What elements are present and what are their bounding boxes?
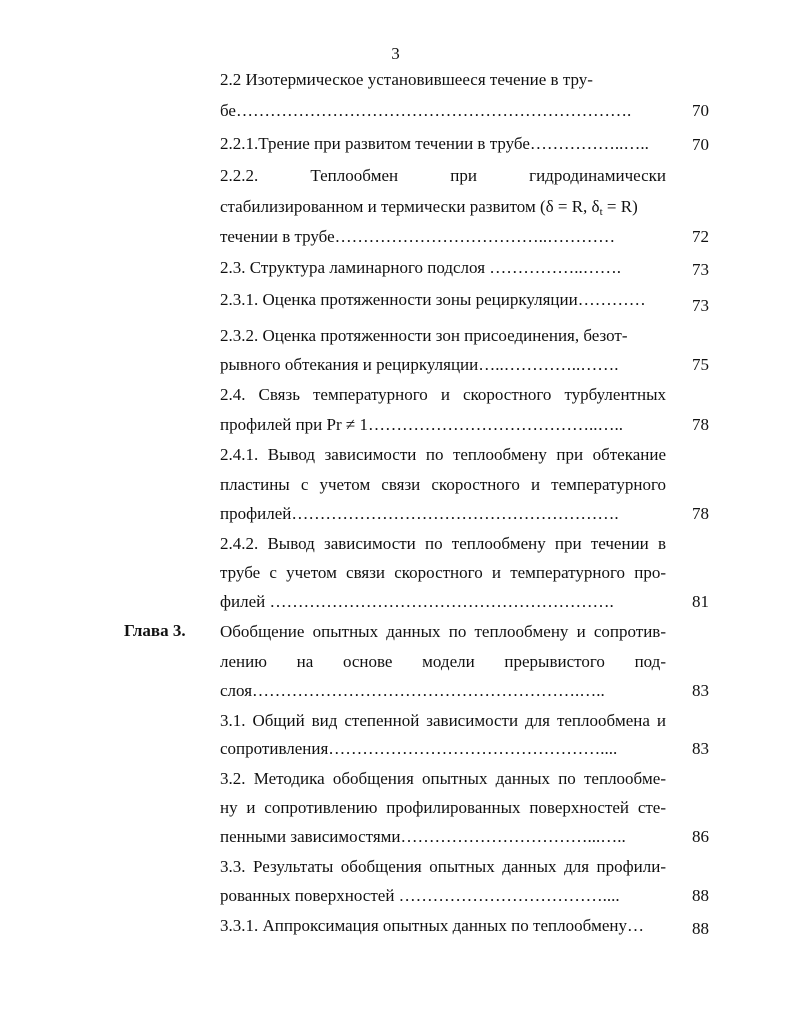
page-ref: 73 — [692, 260, 709, 279]
toc-line — [220, 196, 666, 218]
toc-line: профилей…………………………………………………. — [220, 504, 619, 523]
toc-line: 2.2.1.Трение при развитом течении в трубе……………..….. — [220, 134, 649, 153]
page-ref: 86 — [692, 827, 709, 846]
toc-line-part: = R) — [602, 197, 638, 216]
toc-line: Обобщение опытных данных по теплообмену и сопротив- — [220, 622, 666, 641]
toc-line: пенными зависимостями……………………………...….. — [220, 827, 626, 846]
page-ref: 81 — [692, 592, 709, 611]
page-ref: 88 — [692, 886, 709, 905]
subscript: t — [599, 206, 603, 218]
toc-line: ну и сопротивлению профилированных поверхностей сте- — [220, 798, 666, 817]
toc-line: 2.4.1. Вывод зависимости по теплообмену при обтекание — [220, 445, 666, 464]
page-ref: 70 — [692, 135, 709, 154]
page-ref: 73 — [692, 296, 709, 315]
toc-line: 2.3.1. Оценка протяженности зоны рециркуляции………… — [220, 290, 646, 309]
chapter-label: Глава 3. — [124, 621, 186, 640]
toc-line: 2.3. Структура ламинарного подслоя ……………..……. — [220, 258, 622, 277]
toc-line: 2.2 Изотермическое установившееся течение в тру- — [220, 70, 593, 89]
page-number: 3 — [391, 44, 400, 63]
toc-line: рывного обтекания и рециркуляции…..…………..……. — [220, 355, 619, 374]
toc-line: слоя………………………………………………….….. — [220, 681, 605, 700]
toc-line: 3.1. Общий вид степенной зависимости для теплообмена и — [220, 711, 666, 730]
toc-line: 3.2. Методика обобщения опытных данных по теплообме- — [220, 769, 666, 788]
page-ref: 72 — [692, 227, 709, 246]
toc-line: профилей при Pr ≠ 1…………………………………..….. — [220, 415, 623, 434]
toc-line: течении в трубе………………………………..………… — [220, 227, 616, 246]
page-ref: 75 — [692, 355, 709, 374]
page-ref: 70 — [692, 101, 709, 120]
toc-line: 3.3. Результаты обобщения опытных данных для профили- — [220, 857, 666, 876]
toc-line: 3.3.1. Аппроксимация опытных данных по теплообмену… — [220, 916, 644, 935]
page-ref: 78 — [692, 415, 709, 434]
toc-line-part: стабилизированном и термически развитом (δ = R, δ — [220, 197, 600, 216]
page-ref: 78 — [692, 504, 709, 523]
toc-line: пластины с учетом связи скоростного и температурного — [220, 475, 666, 494]
page-ref: 83 — [692, 739, 709, 758]
toc-line: рованных поверхностей ……………………………….... — [220, 886, 620, 905]
toc-line: 2.4. Связь температурного и скоростного турбулентных — [220, 385, 666, 404]
toc-line: 2.3.2. Оценка протяженности зон присоединения, безот- — [220, 326, 628, 345]
toc-line: 2.2.2. Теплообмен при гидродинамически — [220, 166, 666, 185]
toc-line: трубе с учетом связи скоростного и температурного про- — [220, 563, 666, 582]
toc-line: лению на основе модели прерывистого под- — [220, 652, 666, 671]
toc-line: филей ……………………………………………………. — [220, 592, 614, 611]
page-ref: 83 — [692, 681, 709, 700]
toc-line: 2.4.2. Вывод зависимости по теплообмену при течении в — [220, 534, 666, 553]
toc-line: сопротивления………………………………………….... — [220, 739, 618, 758]
page-ref: 88 — [692, 919, 709, 938]
toc-line: бе……………………………………………………………. — [220, 101, 632, 120]
